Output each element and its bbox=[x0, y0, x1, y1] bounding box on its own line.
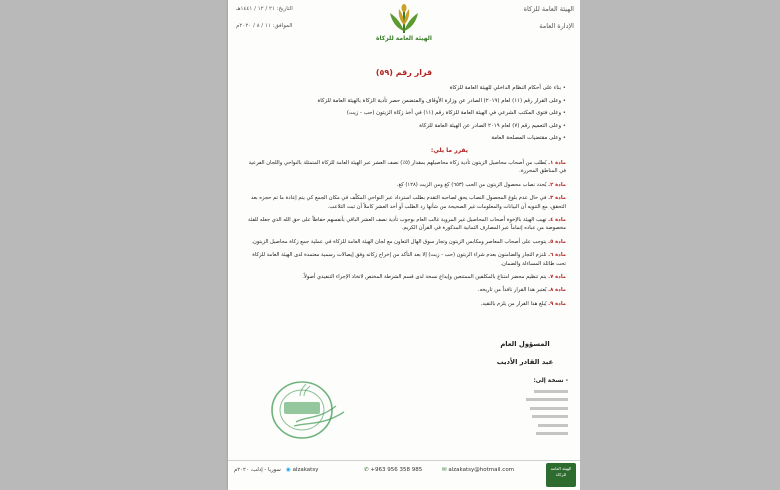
org-name: الهيئة العامة للزكاة bbox=[523, 5, 574, 13]
footer bbox=[228, 460, 580, 490]
resolved-heading: يقرر ما يلي: bbox=[430, 147, 468, 154]
preamble-list bbox=[248, 82, 566, 145]
article-label: مادة ٢. bbox=[548, 181, 566, 188]
blurred-recipient bbox=[530, 407, 568, 410]
twitter-icon: ◉ bbox=[286, 467, 293, 473]
document-page bbox=[228, 0, 580, 490]
footer-badge: الهيئة العامة للزكاة bbox=[546, 463, 576, 487]
article-item bbox=[244, 273, 566, 281]
preamble-item: • وعلى التعميم رقم (٧) لعام ٢٠١٩ الصادر عن الهيئة العامة للزكاة bbox=[248, 120, 566, 133]
article-label: مادة ١. bbox=[548, 160, 566, 166]
article-label: مادة ٦. bbox=[548, 252, 566, 259]
signatory-name: عبد القادر الأديب bbox=[496, 358, 554, 366]
phone-icon: ✆ bbox=[364, 467, 371, 473]
article-item bbox=[244, 238, 566, 246]
article-label: مادة ٤. bbox=[548, 217, 566, 224]
signature-block bbox=[480, 340, 570, 366]
date-gregorian: الموافق: ۱۱ / ۸ / ۲۰۲۰م bbox=[236, 23, 293, 29]
articles-list bbox=[244, 159, 566, 313]
blurred-recipient bbox=[534, 390, 568, 393]
copies-heading: - نسخة إلى: bbox=[533, 378, 568, 384]
preamble-item: • وعلى مقتضيات المصلحة العامة bbox=[248, 132, 566, 145]
blurred-recipient bbox=[532, 415, 568, 418]
article-text: تلتزم التجار والضامنون بعدم شراء الزيتون (حب - زيت) إلا بعد التأكد من إخراج زكاته وفق إيصالات رسمية معتمدة لدى الهيئة العامة للزكاة تحت طائلة المساءلة والضمان. bbox=[252, 252, 566, 267]
decision-title: قرار رقم (٥٩) bbox=[375, 68, 433, 77]
left-gutter bbox=[0, 0, 228, 490]
org-block bbox=[524, 4, 574, 31]
article-label: مادة ٩. bbox=[548, 300, 566, 307]
email-icon: ✉ bbox=[442, 467, 449, 473]
article-text: يتم تنظيم محضر امتناع بالمكلفين الممتنعين وإيداع نسخة لدى قسم الشرطة المختص لاتخاذ الإجراء التنفيذي أصولاً. bbox=[302, 274, 547, 281]
blurred-recipient bbox=[536, 432, 568, 435]
article-item bbox=[244, 216, 566, 233]
footer-address: سوريا - إدلب، ٢٠٢٠م bbox=[234, 467, 281, 473]
date-hijri: التاريخ: ۲۱ / ۱۲ / ۱٤٤١هـ bbox=[236, 6, 293, 12]
article-text: يُحدد نصاب محصول الزيتون من الحب (٦٥٣) كغ ومن الزيت (١٢٨) كغ. bbox=[396, 181, 547, 188]
preamble-item: • وعلى القرار رقم (١١) لعام (٢٠١٩) الصادر عن وزارة الأوقاف والمتضمن حصر تأدية الزكاة بالهيئة العامة للزكاة bbox=[248, 95, 566, 108]
article-label: مادة ٣. bbox=[548, 195, 566, 202]
footer-phone: ✆ +963 956 358 985 bbox=[364, 467, 423, 473]
blurred-recipient bbox=[538, 424, 568, 427]
footer-email: ✉ alzakatsy@hotmail.com bbox=[442, 467, 515, 473]
copies-to bbox=[526, 378, 568, 441]
article-text: يُعتبر هذا القرار نافذاً من تاريخه. bbox=[477, 287, 547, 294]
article-item bbox=[244, 300, 566, 308]
footer-handle: ◉ alzakatsy bbox=[286, 467, 319, 473]
article-item bbox=[244, 181, 566, 189]
article-label: مادة ٥. bbox=[548, 238, 566, 245]
article-text: يُبلغ هذا القرار من يلزم بالتقيد. bbox=[480, 300, 547, 307]
article-text: يُطلب من أصحاب محاصيل الزيتون تأدية زكاة محاصيلهم بمقدار (٥٪) نصف العشر عبر الهيئة العامة للزكاة المتمثلة بالنواحي واللجان الفرعية في المناطق المحررة. bbox=[248, 160, 566, 175]
article-label: مادة ٧. bbox=[548, 274, 566, 281]
letterhead bbox=[228, 0, 580, 44]
article-label: مادة ٨. bbox=[548, 287, 566, 294]
blurred-recipient bbox=[526, 398, 568, 401]
logo-caption: الهيئة العامة للزكاة bbox=[375, 35, 432, 42]
wheat-logo-icon bbox=[384, 3, 424, 37]
article-item bbox=[244, 159, 566, 176]
signatory-title: المسؤول العام bbox=[500, 340, 550, 348]
right-gutter bbox=[580, 0, 780, 490]
article-text: في حال عدم بلوغ المحصول النصاب يحق لصاحبه التقدم بطلب استرداد عبر النواحي المكلّف في مكان الجمع كي يتم إعادة ما تم حجزه بعد التحقق، مع التنويه أن البيانات والمعلومات غير الصحيحة من شأنها رد الطلب أو أخذ العشر كاملاً أن ثبت التلاعب. bbox=[250, 195, 566, 210]
article-text: تهيب الهيئة بالإخوة أصحاب المحاصيل غير المروية غالب العام بوجوب تأدية نصف العشر الباقي بأنفسهم حفاظاً على حق الله الذي جعله للفئة مخصوصة من عباده إتماماً عبر المصارف الثمانية المذكورة في القرآن الكريم. bbox=[247, 217, 566, 232]
article-text: يتوجب على أصحاب المعاصر ومكابس الزيتون وتجار سوق الهال التعاون مع لجان الهيئة العامة للزكاة في عملية جمع زكاة محاصيل الزيتون. bbox=[251, 238, 547, 245]
article-item bbox=[244, 251, 566, 268]
date-block bbox=[236, 4, 293, 31]
article-item bbox=[244, 194, 566, 211]
article-item bbox=[244, 286, 566, 294]
preamble-item: • بناء على أحكام النظام الداخلي للهيئة العامة للزكاة bbox=[248, 82, 566, 95]
org-logo bbox=[374, 3, 434, 42]
official-stamp-icon bbox=[266, 376, 350, 446]
department-name: الإدارة العامة bbox=[539, 22, 574, 30]
preamble-item: • وعلى فتوى المكتب الشرعي في الهيئة العامة للزكاة رقم (١١) في أخذ زكاة الزيتون (حب - زيت) bbox=[248, 107, 566, 120]
